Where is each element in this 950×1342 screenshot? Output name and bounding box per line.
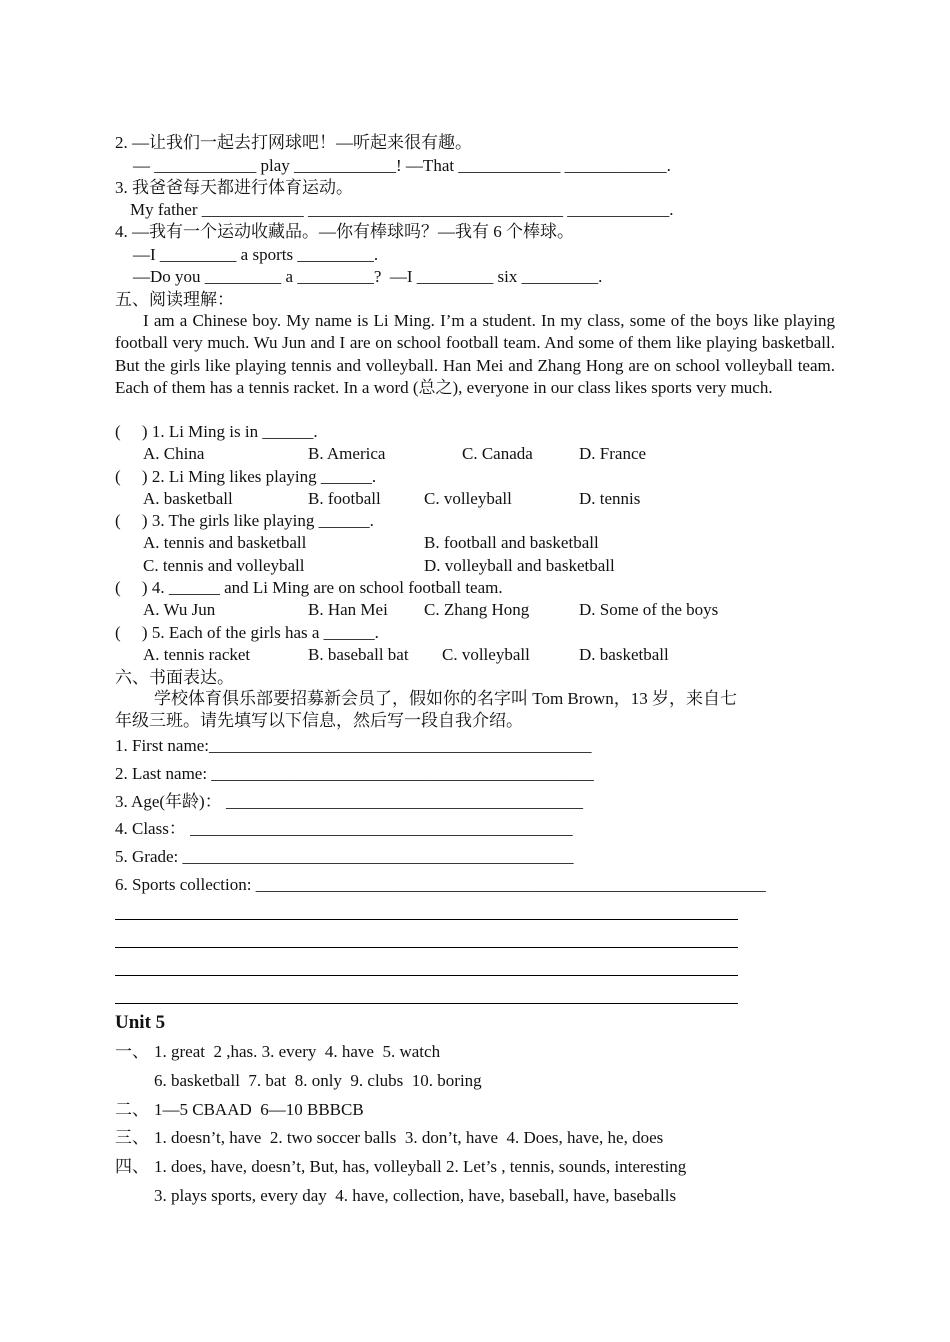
writing-prompt-line1: 学校体育俱乐部要招募新会员了，假如你的名字叫 Tom Brown，13 岁，来自七 — [154, 689, 737, 708]
q2-option-c: C. volleyball — [424, 489, 512, 508]
field-grade: 5. Grade: ______________________________________________ — [115, 847, 574, 866]
q3-option-d: D. volleyball and basketball — [424, 556, 615, 575]
q4-option-d: D. Some of the boys — [579, 600, 719, 619]
answer-section-3-label: 三、 — [115, 1128, 149, 1147]
q3-english-blanks: My father ____________ ______________________________ ____________. — [130, 200, 674, 219]
q2-option-b: B. football — [308, 489, 381, 508]
answer-row-6: 3. plays sports, every day 4. have, collection, have, baseball, have, baseballs — [154, 1186, 677, 1205]
answer-section-1-label: 一、 — [115, 1042, 149, 1061]
answer-section-4-label: 四、 — [115, 1157, 149, 1176]
field-sports-collection: 6. Sports collection: ____________________________________________________________ — [115, 875, 766, 894]
reading-heading: 五、阅读理解： — [115, 290, 234, 309]
q5-option-d: D. basketball — [579, 645, 669, 664]
answer-row-2: 6. basketball 7. bat 8. only 9. clubs 10. boring — [154, 1071, 482, 1090]
question-1-stem: ( ) 1. Li Ming is in ______. — [115, 422, 318, 441]
field-last-name: 2. Last name: _____________________________________________ — [115, 764, 594, 783]
q2-option-a: A. basketball — [143, 489, 233, 508]
q3-option-a: A. tennis and basketball — [143, 533, 307, 552]
answer-row-5: 1. does, have, doesn’t, But, has, volleyball 2. Let’s , tennis, sounds, interesting — [154, 1157, 687, 1176]
answer-row-4: 1. doesn’t, have 2. two soccer balls 3. don’t, have 4. Does, have, he, does — [154, 1128, 664, 1147]
field-first-name: 1. First name:_____________________________________________ — [115, 736, 592, 755]
q2-option-d: D. tennis — [579, 489, 641, 508]
q3-option-c: C. tennis and volleyball — [143, 556, 305, 575]
q4-chinese: 4. —我有一个运动收藏品。—你有棒球吗？—我有 6 个棒球。 — [115, 222, 574, 241]
q5-option-c: C. volleyball — [442, 645, 530, 664]
writing-line-1 — [115, 919, 738, 920]
q2-chinese: 2. —让我们一起去打网球吧！—听起来很有趣。 — [115, 133, 472, 152]
writing-heading: 六、书面表达。 — [115, 668, 234, 687]
q4-option-a: A. Wu Jun — [143, 600, 216, 619]
question-4-stem: ( ) 4. ______ and Li Ming are on school football team. — [115, 578, 503, 597]
q4-option-c: C. Zhang Hong — [424, 600, 530, 619]
q5-option-a: A. tennis racket — [143, 645, 251, 664]
q4-english-line1: —I _________ a sports _________. — [133, 245, 379, 264]
q1-option-c: C. Canada — [462, 444, 533, 463]
answer-section-2-label: 二、 — [115, 1100, 149, 1119]
writing-prompt-line2: 年级三班。请先填写以下信息，然后写一段自我介绍。 — [115, 711, 523, 730]
writing-line-2 — [115, 947, 738, 948]
q5-option-b: B. baseball bat — [308, 645, 409, 664]
writing-line-3 — [115, 975, 738, 976]
question-2-stem: ( ) 2. Li Ming likes playing ______. — [115, 467, 377, 486]
q4-english-line2: —Do you _________ a _________? —I _________ six _________. — [133, 267, 603, 286]
writing-line-4 — [115, 1003, 738, 1004]
q1-option-a: A. China — [143, 444, 205, 463]
q1-option-d: D. France — [579, 444, 647, 463]
answer-row-3: 1—5 CBAAD 6—10 BBBCB — [154, 1100, 364, 1119]
q2-english-blanks: — ____________ play ____________! —That ____________ ____________. — [133, 156, 671, 175]
field-class: 4. Class： _____________________________________________ — [115, 819, 573, 838]
q3-option-b: B. football and basketball — [424, 533, 599, 552]
answer-key-title: Unit 5 — [115, 1012, 166, 1033]
field-age: 3. Age(年龄)： __________________________________________ — [115, 792, 583, 811]
question-3-stem: ( ) 3. The girls like playing ______. — [115, 511, 374, 530]
answer-row-1: 1. great 2 ,has. 3. every 4. have 5. watch — [154, 1042, 441, 1061]
q4-option-b: B. Han Mei — [308, 600, 388, 619]
q1-option-b: B. America — [308, 444, 386, 463]
q3-chinese: 3. 我爸爸每天都进行体育运动。 — [115, 178, 353, 197]
question-5-stem: ( ) 5. Each of the girls has a ______. — [115, 623, 379, 642]
reading-passage: I am a Chinese boy. My name is Li Ming. I’m a student. In my class, some of the boys like playing football very much. Wu Jun and I are on school football team. And some of them like playing basketball. But the girls like playing tennis and volleyball. Han Mei and Zhang Hong are on school volleyball team. Each of them has a tennis racket. In a word (总之), everyone in our class likes sports very much. — [115, 311, 835, 398]
